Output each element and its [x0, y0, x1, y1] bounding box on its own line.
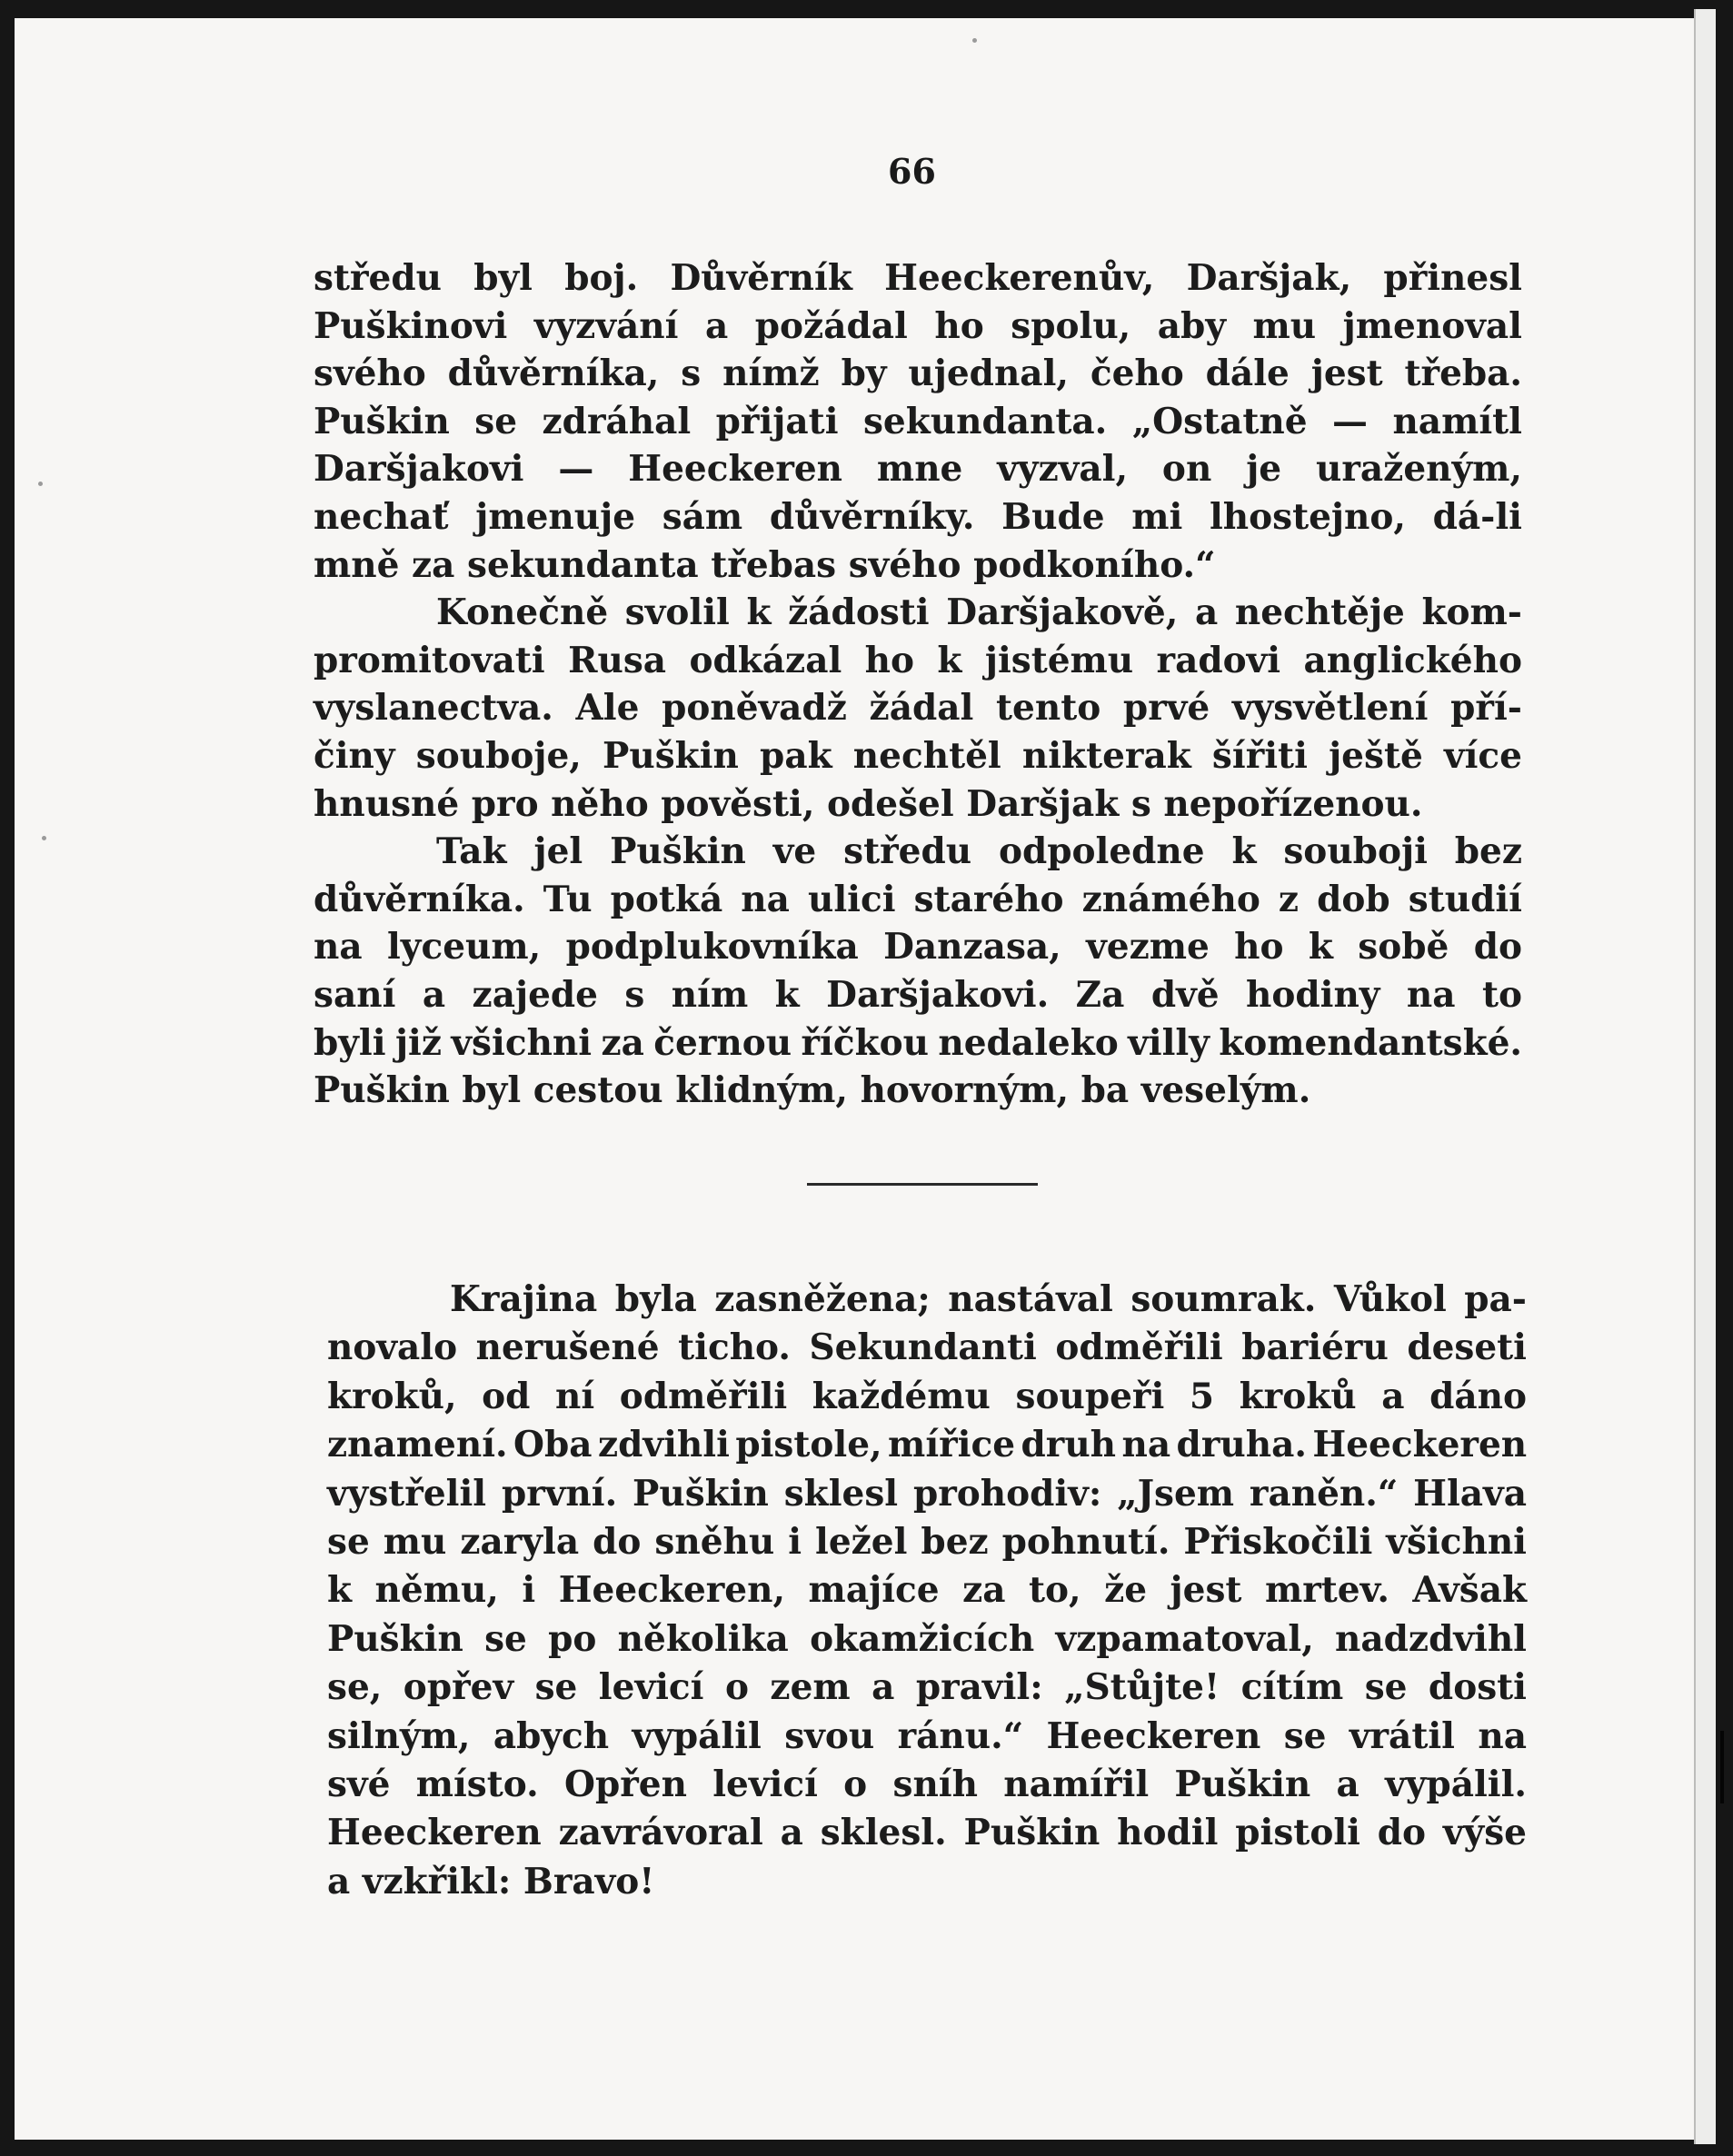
text-line: mně za sekundanta třebas svého podkoního.“: [314, 543, 1216, 586]
text-line: Puškinovi vyzvání a požádal ho spolu, aby mu jmenoval: [314, 304, 1522, 347]
text-line: Puškin se po několika okamžicích vzpamatoval, nadzdvihl: [327, 1617, 1527, 1660]
text-line: důvěrníka. Tu potká na ulici starého známého z dob studií: [314, 878, 1522, 920]
text-line: kroků, od ní odměřili každému soupeři 5 kroků a dáno: [327, 1375, 1527, 1417]
text-line: byli již všichni za černou říčkou nedaleko villy komendantské.: [314, 1021, 1522, 1064]
text-line: středu byl boj. Důvěrník Heeckerenův, Daršjak, přinesl: [314, 257, 1522, 299]
text-line: promitovati Rusa odkázal ho k jistému radovi anglického: [314, 639, 1522, 681]
section-separator: [807, 1183, 1038, 1186]
page-edge: [1694, 9, 1716, 2144]
text-line: saní a zajede s ním k Daršjakovi. Za dvě hodiny na to: [314, 973, 1522, 1016]
text-line: se, opřev se levicí o zem a pravil: „Stůjte! cítím se dosti: [327, 1666, 1527, 1709]
page-number: 66: [888, 151, 936, 192]
scan-speck: [42, 836, 46, 840]
text-section-1: [314, 254, 1522, 1115]
text-line: vystřelil první. Puškin sklesl prohodiv: „Jsem raněn.“ Hlava: [327, 1472, 1527, 1515]
text-line: Puškin byl cestou klidným, hovorným, ba veselým.: [314, 1069, 1311, 1112]
text-line: Daršjakovi — Heeckeren mne vyzval, on je uraženým,: [314, 448, 1522, 491]
text-line: nechať jmenuje sám důvěrníky. Bude mi lhostejno, dá-li: [314, 495, 1522, 538]
scan-speck: [38, 482, 43, 486]
text-line: Konečně svolil k žádosti Daršjakově, a nechtěje kom-: [436, 591, 1522, 634]
edge-mark: [1720, 1731, 1724, 1803]
text-line: novalo nerušené ticho. Sekundanti odměřili bariéru deseti: [327, 1326, 1527, 1369]
text-section-2: [327, 1276, 1527, 1906]
text-line: Tak jel Puškin ve středu odpoledne k souboji bez: [436, 830, 1522, 873]
text-line: Puškin se zdráhal přijati sekundanta. „Ostatně — namítl: [314, 400, 1522, 442]
text-line: silným, abych vypálil svou ránu.“ Heeckeren se vrátil na: [327, 1714, 1527, 1757]
text-line: znamení. Oba zdvihli pistole, mířice druh na druha. Heeckeren: [327, 1424, 1528, 1466]
text-line: Heeckeren zavrávoral a sklesl. Puškin hodil pistoli do výše: [327, 1812, 1527, 1854]
scan-speck: [972, 38, 977, 43]
text-line: se mu zaryla do sněhu i ležel bez pohnutí. Přiskočili všichni: [327, 1521, 1527, 1564]
text-line: k němu, i Heeckeren, majíce za to, že jest mrtev. Avšak: [327, 1569, 1527, 1612]
text-line: své místo. Opřen levicí o sníh namířil Puškin a vypálil.: [327, 1764, 1527, 1806]
text-line: svého důvěrníka, s nímž by ujednal, čeho dále jest třeba.: [314, 353, 1522, 395]
text-line: hnusné pro něho pověsti, odešel Daršjak s nepořízenou.: [314, 782, 1423, 825]
text-line: na lyceum, podplukovníka Danzasa, vezme ho k sobě do: [314, 926, 1522, 969]
text-line: Krajina byla zasněžena; nastával soumrak. Vůkol pa-: [450, 1278, 1527, 1320]
text-line: vyslanectva. Ale poněvadž žádal tento prvé vysvětlení pří-: [314, 687, 1522, 730]
text-line: a vzkřikl: Bravo!: [327, 1860, 655, 1903]
text-line: činy souboje, Puškin pak nechtěl nikterak šířiti ještě více: [314, 734, 1522, 777]
